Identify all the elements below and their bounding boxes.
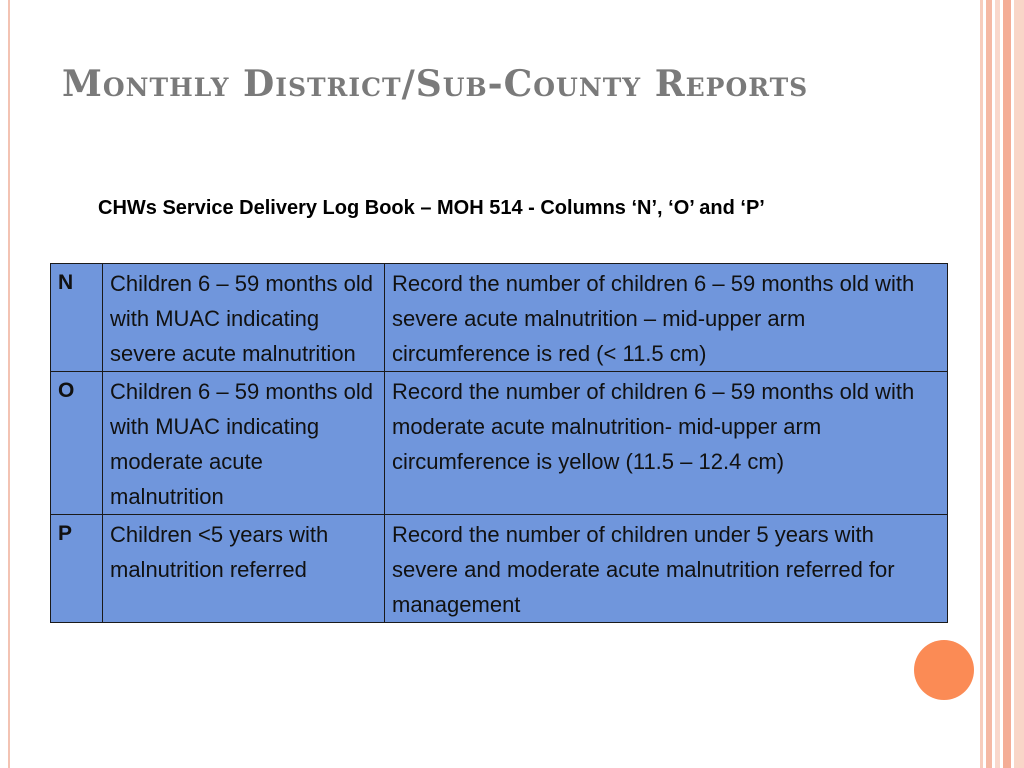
column-description: Children 6 – 59 months old with MUAC indicating moderate acute malnutrition <box>103 372 385 515</box>
decorative-circle <box>914 640 974 700</box>
slide-title: Monthly District/Sub-County Reports <box>62 63 809 105</box>
column-code: O <box>51 372 103 515</box>
table-row <box>51 372 948 515</box>
table-row <box>51 264 948 372</box>
column-description: Children 6 – 59 months old with MUAC indicating severe acute malnutrition <box>103 264 385 372</box>
column-record-instruction: Record the number of children 6 – 59 months old with moderate acute malnutrition- mid-upper arm circumference is yellow (11.5 – 12.4 cm) <box>385 372 948 515</box>
column-record-instruction: Record the number of children 6 – 59 months old with severe acute malnutrition – mid-upper arm circumference is red (< 11.5 cm) <box>385 264 948 372</box>
decorative-stripe <box>986 0 992 768</box>
column-code: N <box>51 264 103 372</box>
slide-subtitle: CHWs Service Delivery Log Book – MOH 514 - Columns ‘N’, ‘O’ and ‘P’ <box>98 197 765 219</box>
decorative-stripe <box>980 0 983 768</box>
decorative-stripe <box>1003 0 1011 768</box>
decorative-stripe <box>995 0 1000 768</box>
column-record-instruction: Record the number of children under 5 years with severe and moderate acute malnutrition referred for management <box>385 515 948 623</box>
left-border-line <box>8 0 10 768</box>
column-description: Children <5 years with malnutrition referred <box>103 515 385 623</box>
decorative-stripe <box>1014 0 1024 768</box>
log-book-columns-table <box>50 263 948 623</box>
column-code: P <box>51 515 103 623</box>
table-row <box>51 515 948 623</box>
